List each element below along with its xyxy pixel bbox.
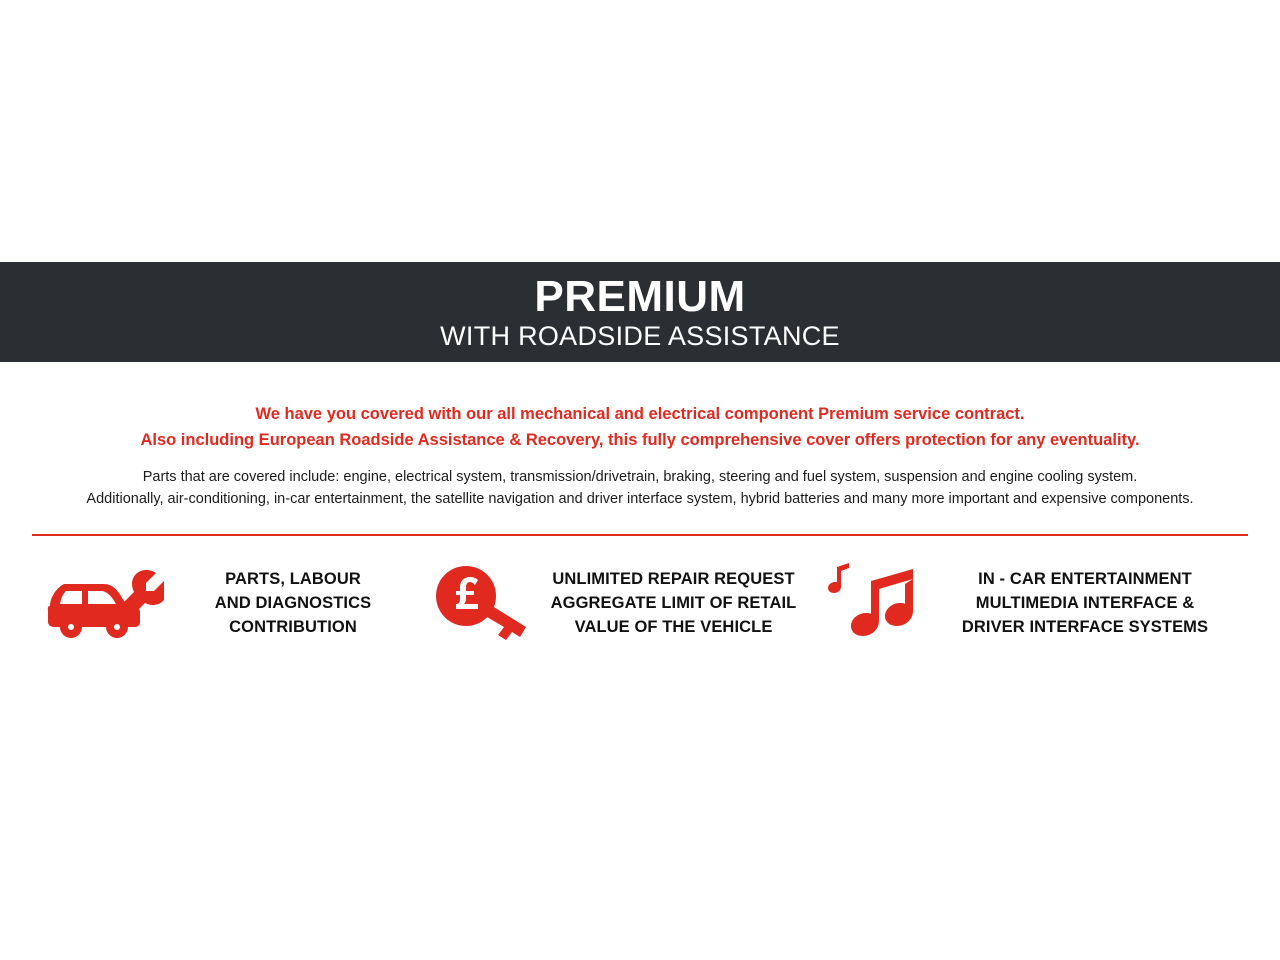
body-line-1: Parts that are covered include: engine, electrical system, transmission/drivetrain, braking, steering and fuel system, suspension and engine cooling system. (142, 469, 1138, 485)
key-with-pound-sign-icon (434, 556, 530, 652)
body-line-2: Additionally, air-conditioning, in-car entertainment, the satellite navigation and driver interface system, hybrid batteries and many more important and expensive components. (86, 491, 1194, 508)
feature-3-line-2: MULTIMEDIA INTERFACE & (975, 594, 1195, 613)
feature-2-line-3: VALUE OF THE VEHICLE (574, 617, 773, 636)
car-with-wrench-icon (42, 556, 164, 652)
feature-3-line-1: IN - CAR ENTERTAINMENT (978, 570, 1192, 589)
feature-3-line-3: DRIVER INTERFACE SYSTEMS (961, 617, 1209, 636)
feature-row (32, 556, 1248, 652)
feature-1-line-3: CONTRIBUTION (229, 617, 357, 636)
music-notes-icon (827, 556, 923, 652)
feature-1-line-2: AND DIAGNOSTICS (214, 594, 372, 613)
feature-in-car-entertainment-text (923, 568, 1247, 640)
page-title: PREMIUM (534, 271, 746, 321)
feature-unlimited-repair-text (530, 568, 817, 640)
banner (0, 262, 1280, 362)
body-copy-block (0, 466, 1280, 511)
feature-2-line-1: UNLIMITED REPAIR REQUEST (552, 570, 795, 589)
divider (32, 534, 1248, 536)
feature-1-line-1: PARTS, LABOUR (225, 570, 361, 589)
intro-block (0, 402, 1280, 453)
feature-in-car-entertainment (817, 556, 1247, 652)
intro-line-1: We have you covered with our all mechanical and electrical component Premium service contract. (255, 405, 1025, 423)
feature-2-line-2: AGGREGATE LIMIT OF RETAIL (550, 594, 797, 613)
feature-parts-labour-text (164, 568, 422, 640)
page-subtitle: WITH ROADSIDE ASSISTANCE (440, 320, 840, 351)
intro-line-2: Also including European Roadside Assistance & Recovery, this fully comprehensive cover offers protection for any eventuality. (140, 430, 1140, 449)
feature-parts-labour (32, 556, 422, 652)
feature-unlimited-repair (422, 556, 817, 652)
